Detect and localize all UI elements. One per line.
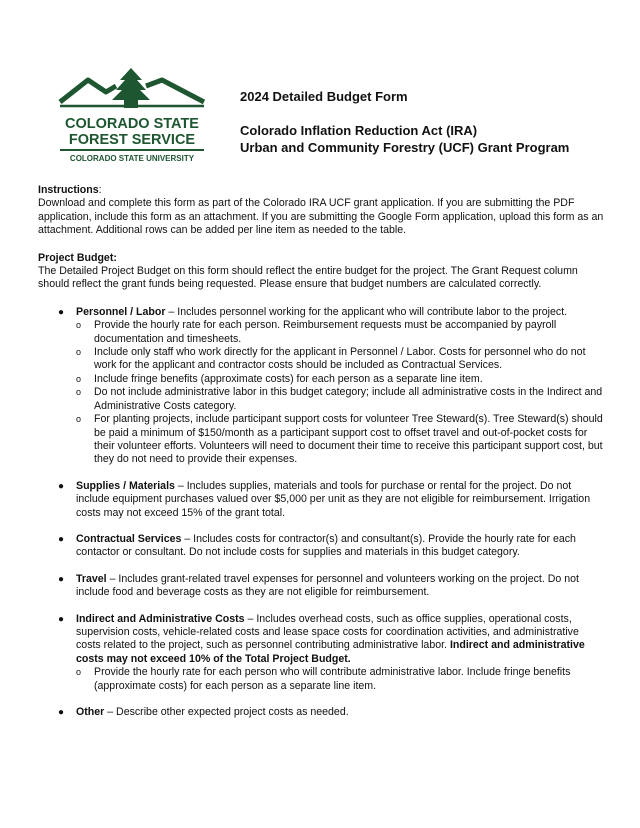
category-description <box>76 706 604 719</box>
category-subitem <box>76 666 604 693</box>
project-budget-section <box>38 252 604 292</box>
subitem-text: Include fringe benefits (approximate costs) for each person as a separate line item. <box>94 372 483 385</box>
document-body <box>38 184 604 732</box>
category-text: – Includes supplies, materials and tools for purchase or rental for the project. Do not include equipment purchases valued over $5,000 per unit as they are not eligible for reimbursement. Irrigation costs may not exceed 15% of the grant total. <box>76 479 591 519</box>
category-subitem-list <box>76 666 604 693</box>
category-name: Contractual Services <box>76 532 182 545</box>
budget-category-item <box>38 613 604 693</box>
subitem-text: Include only staff who work directly for the applicant in Personnel / Labor. Costs for personnel who do not work for the applicant and contractor costs should be included as Contractual Services. <box>94 346 586 372</box>
category-description <box>76 613 604 667</box>
logo-line1: COLORADO STATE <box>65 116 199 132</box>
category-description <box>76 306 604 319</box>
bullet-icon: ● <box>58 707 65 718</box>
logo-line2: FOREST SERVICE <box>68 132 196 148</box>
tree-mountain-icon <box>58 66 206 166</box>
category-subitem <box>76 386 604 413</box>
bullet-icon: ● <box>58 480 65 492</box>
sub-bullet-icon: o <box>76 320 82 331</box>
program-title-line1: Colorado Inflation Reduction Act (IRA) <box>240 123 478 138</box>
category-description <box>76 533 604 560</box>
budget-category-item <box>38 573 604 600</box>
document-header <box>240 88 569 156</box>
category-text: – Includes overhead costs, such as office supplies, operational costs, supervision costs, vehicle-related costs and lease space costs for coordination activities, and administrative costs related to the project, such as personnel contributing administrative labor. <box>76 612 579 652</box>
bullet-icon: ● <box>58 306 65 318</box>
category-description <box>76 480 604 520</box>
subitem-text: Provide the hourly rate for each person who will contribute administrative labor. Include fringe benefits (approximate costs) for each person as a separate line item. <box>94 666 571 692</box>
category-name: Other <box>76 706 105 718</box>
category-description <box>76 573 604 600</box>
budget-category-item <box>38 480 604 520</box>
category-subitem <box>76 319 604 346</box>
bullet-icon: ● <box>58 533 65 545</box>
category-limit-note: Indirect and administrative costs may not exceed 10% of the Total Project Budget. <box>76 639 585 665</box>
category-name: Travel <box>76 572 107 585</box>
category-subitem-list <box>76 319 604 466</box>
category-text: – Describe other expected project costs as needed. <box>104 706 349 718</box>
budget-category-list <box>38 306 604 720</box>
bullet-icon: ● <box>58 573 65 585</box>
program-title-line2: Urban and Community Forestry (UCF) Grant Program <box>240 140 570 155</box>
sub-bullet-icon: o <box>76 347 82 358</box>
sub-bullet-icon: o <box>76 667 82 678</box>
category-subitem <box>76 373 604 386</box>
subitem-text: For planting projects, include participant support costs for volunteer Tree Steward(s). Tree Steward(s) should be paid a minimum of $150/month as a participant support cost to offset travel and out-of-pocket costs for their volunteer efforts. Volunteers will need to document their time to receive this participant support cost, but they do not need to provide their expenses. <box>94 413 603 466</box>
instructions-label: Instructions <box>38 184 99 196</box>
sub-bullet-icon: o <box>76 373 82 384</box>
budget-category-item <box>38 533 604 560</box>
project-budget-text: The Detailed Project Budget on this form should reflect the entire budget for the project. The Grant Request column should reflect the grant funds being requested. Please ensure that budget numbers are calculated correctly. <box>38 265 578 291</box>
csfs-logo <box>58 66 206 166</box>
sub-bullet-icon: o <box>76 414 82 425</box>
category-text: – Includes personnel working for the applicant who will contribute labor to the project. <box>165 305 568 318</box>
category-name: Indirect and Administrative Costs <box>76 612 245 625</box>
category-subitem <box>76 413 604 467</box>
budget-category-item <box>38 706 604 719</box>
form-title: 2024 Detailed Budget Form <box>240 89 408 104</box>
instructions-text: Download and complete this form as part of the Colorado IRA UCF grant application. If you are submitting the PDF application, include this form as an attachment. If you are submitting the Google Form application, upload this form as an attachment. Additional rows can be added per line item as needed to the table. <box>38 197 604 237</box>
subitem-text: Do not include administrative labor in this budget category; include all administrative costs in the Indirect and Administrative Costs category. <box>94 386 603 412</box>
budget-category-item <box>38 306 604 467</box>
sub-bullet-icon: o <box>76 387 82 398</box>
category-text: – Includes costs for contractor(s) and consultant(s). Provide the hourly rate for each contactor or consultant. Do not include costs for supplies and materials in this budget category. <box>76 532 576 559</box>
category-name: Supplies / Materials <box>76 479 175 492</box>
subitem-text: Provide the hourly rate for each person. Reimbursement requests must be accompanied by payroll documentation and timesheets. <box>94 319 557 345</box>
logo-line3: COLORADO STATE UNIVERSITY <box>69 154 195 163</box>
bullet-icon: ● <box>58 613 65 625</box>
category-name: Personnel / Labor <box>76 305 166 318</box>
project-budget-label: Project Budget: <box>38 251 117 264</box>
instructions-section: Instructions: Download and complete this form as part of the Colorado IRA UCF grant application. If you are submitting the PDF application, include this form as an attachment. If you are submitting the Google Form application, upload this form as an attachment. Additional rows can be added per line item as needed to the table. <box>38 184 604 237</box>
category-subitem <box>76 346 604 373</box>
category-text: – Includes grant-related travel expenses for personnel and volunteers working on the project. Do not include food and beverage costs as they are not eligible for reimbursement. <box>76 572 579 599</box>
